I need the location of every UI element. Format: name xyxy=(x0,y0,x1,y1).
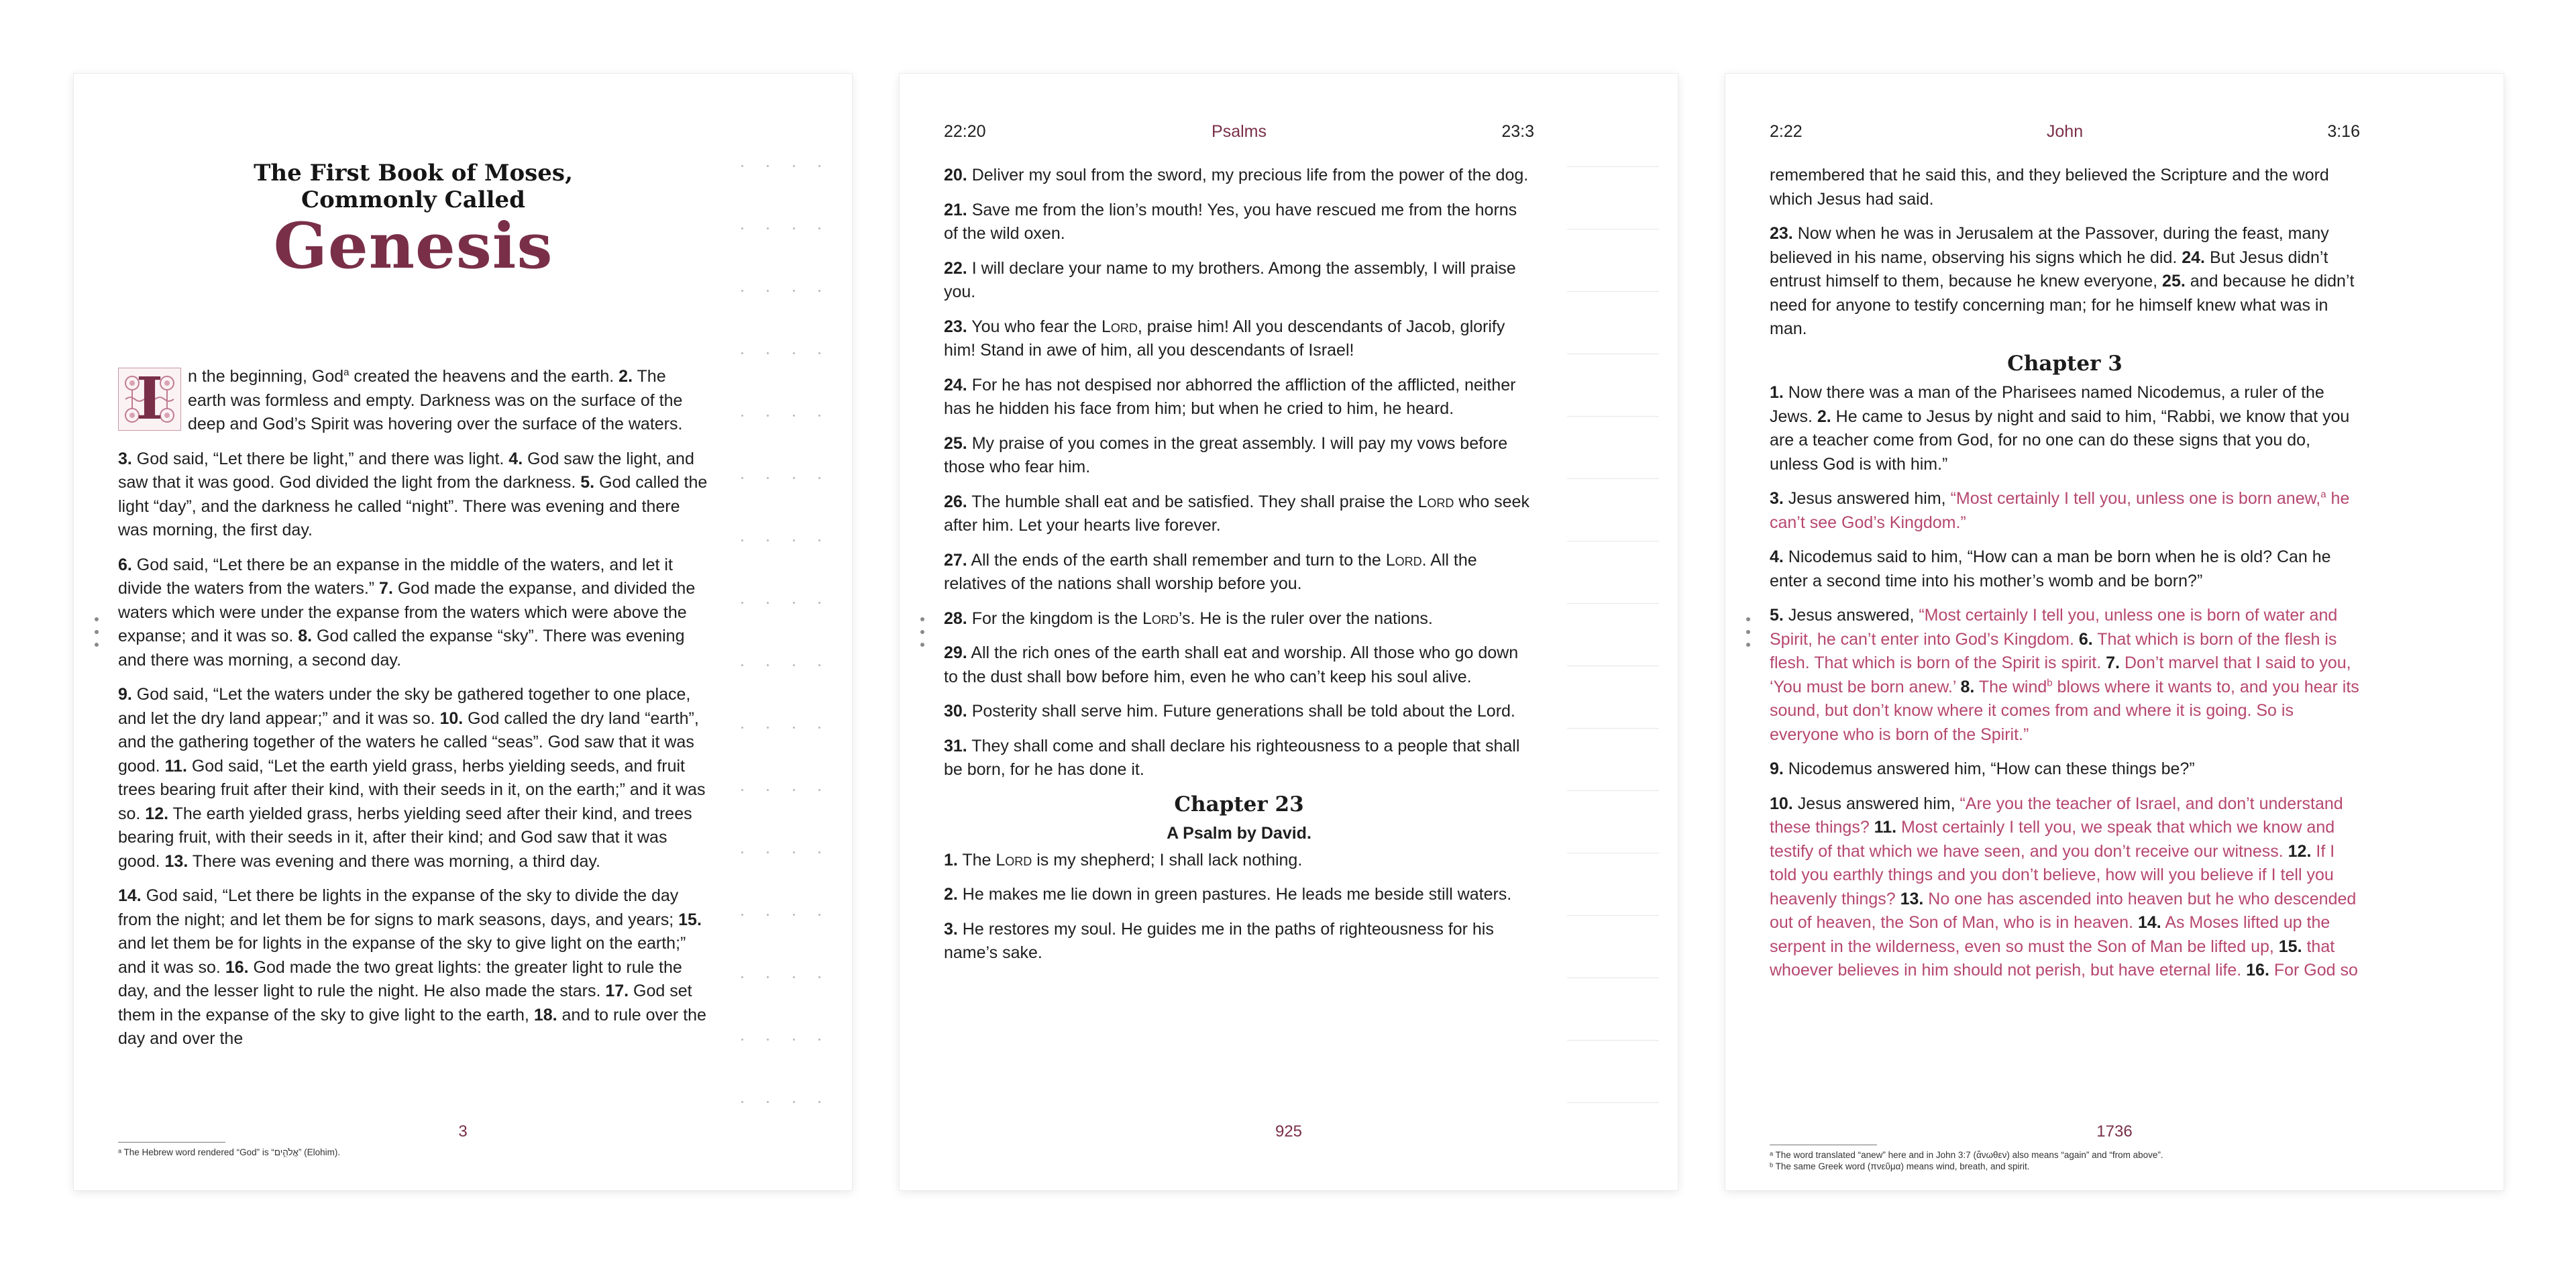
words-of-jesus: That which is born of the flesh is flesh. That which is born of the Spirit is spirit. xyxy=(1770,629,2337,672)
words-of-jesus: No one has ascended into heaven but he who descended out of heaven, the Son of Man, who is in heaven. xyxy=(1770,889,2357,932)
verse-paragraph xyxy=(1770,222,2360,341)
margin-dot xyxy=(741,1101,743,1103)
margin-dot xyxy=(767,352,769,354)
verse-text: God said, “Let there be an expanse in the middle of the waters, and let it divide the waters from the waters.” xyxy=(118,555,673,598)
verse-number: 24. xyxy=(2182,248,2205,267)
margin-dot xyxy=(767,664,769,666)
margin-dot xyxy=(818,539,820,541)
page-drag-handle[interactable] xyxy=(1746,617,1751,647)
verse-paragraph xyxy=(944,849,1534,873)
margin-dot xyxy=(818,352,820,354)
divine-name: Lord xyxy=(1385,550,1422,570)
verse-text: Jesus answered him, xyxy=(1792,794,1960,813)
words-of-jesus: that whoever believes in him should not perish, but have eternal life. xyxy=(1770,937,2335,980)
verse-text: who seek after him. Let your hearts live forever. xyxy=(944,492,1529,535)
footnote-marker[interactable]: b xyxy=(2047,677,2053,689)
words-of-jesus: For God so xyxy=(2269,961,2358,980)
verse-text: But Jesus didn’t entrust himself to them, because he knew everyone, xyxy=(1770,248,2328,291)
margin-dot xyxy=(767,789,769,791)
margin-dot xyxy=(818,914,820,916)
verse-paragraph xyxy=(944,490,1534,538)
verse-number: 30. xyxy=(944,702,967,721)
verse-text: They shall come and shall declare his righteousness to a people that shall be born, for he has done it. xyxy=(944,736,1520,779)
page-number: 3 xyxy=(458,1122,468,1141)
verse-number: 25. xyxy=(2162,272,2186,291)
footnotes xyxy=(1770,1145,2360,1172)
verse-text: God said, “Let the earth yield grass, herbs yielding seeds, and fruit trees bearing fruit after their kind, with their seeds in it, on the earth;” and it was so. xyxy=(118,756,706,823)
margin-dot xyxy=(818,727,820,729)
margin-dot xyxy=(741,914,743,916)
verse-text: God saw the light, and saw that it was good. God divided the light from the darkness. xyxy=(118,449,694,492)
margin-note-line xyxy=(1567,790,1659,791)
words-of-jesus: “Most certainly I tell you, unless one is born anew, xyxy=(1950,489,2321,508)
verse-paragraph xyxy=(1770,381,2360,476)
margin-dot xyxy=(741,290,743,292)
margin-note-line xyxy=(1567,1040,1659,1041)
margin-dot xyxy=(741,539,743,541)
margin-dot xyxy=(767,727,769,729)
verse-text: The earth yielded grass, herbs yielding seed after their kind, and trees bearing fruit, with their seeds in it, after their kind; and God saw that it was good. xyxy=(118,804,692,871)
verse-paragraph xyxy=(1770,164,2360,211)
margin-dot xyxy=(767,1039,769,1041)
verse-text: God made the expanse, and divided the waters which were under the expanse from the waters which were above the expanse; and it was so. xyxy=(118,579,696,645)
verse-text: . All the relatives of the nations shall worship before you. xyxy=(944,550,1477,593)
verse-number: 26. xyxy=(944,492,967,511)
book-title-line-1: The First Book of Moses, xyxy=(254,160,573,187)
verse-paragraph xyxy=(944,883,1534,907)
verse-text: Jesus answered him, xyxy=(1783,489,1951,508)
drop-cap-ornament xyxy=(118,365,181,433)
verse-paragraph xyxy=(944,700,1534,724)
margin-dot xyxy=(793,227,795,229)
verse-text: He restores my soul. He guides me in the paths of righteousness for his name’s sake. xyxy=(944,919,1494,962)
verse-text: and to rule over the day and over the xyxy=(118,1005,706,1048)
verse-text: God said, “Let there be lights in the expanse of the sky to divide the day from the night; and let them be for signs to mark seasons, days, and years; xyxy=(118,886,679,929)
margin-dot xyxy=(741,165,743,167)
header-end-reference: 3:16 xyxy=(2327,122,2360,141)
verse-number: 27. xyxy=(944,550,967,570)
verse-number: 23. xyxy=(1770,224,1793,243)
verse-paragraph xyxy=(944,641,1534,689)
divine-name: Lord xyxy=(1142,609,1179,628)
page-body-text xyxy=(944,164,1534,976)
verse-text: Now when he was in Jerusalem at the Passover, during the feast, many believed in his name, observing his signs which he did. xyxy=(1770,224,2329,267)
verse-number: 17. xyxy=(605,982,629,1000)
margin-dot xyxy=(741,851,743,853)
verse-paragraph xyxy=(944,315,1534,363)
verse-text: The earth was formless and empty. Darkness was on the surface of the deep and God’s Spirit was hovering over the surface of the waters. xyxy=(188,367,683,433)
verse-number: 12. xyxy=(145,804,169,823)
verse-paragraph xyxy=(944,918,1534,965)
header-book-name: Psalms xyxy=(1212,122,1267,141)
verse-text: God said, “Let the waters under the sky be gathered together to one place, and let the dry land appear;” and it was so. xyxy=(118,685,691,728)
chapter-heading: Chapter 3 xyxy=(2007,351,2123,376)
words-of-jesus: Don’t marvel that I said to you, ‘You must be born anew.’ xyxy=(1770,653,2351,696)
margin-note-line xyxy=(1567,1102,1659,1103)
verse-number: 2. xyxy=(944,885,958,904)
verse-text: All the rich ones of the earth shall eat and worship. All those who go down to the dust shall bow before him, even he who can’t keep his soul alive. xyxy=(944,643,1519,686)
margin-dot xyxy=(793,1039,795,1041)
margin-note-line xyxy=(1567,166,1659,167)
margin-dot xyxy=(741,1039,743,1041)
margin-note-lines xyxy=(1567,166,1659,1173)
verse-number: 8. xyxy=(1960,677,1975,696)
verse-text: Posterity shall serve him. Future generations shall be told about the Lord. xyxy=(967,702,1515,721)
verse-number: 5. xyxy=(580,473,595,492)
words-of-jesus: Most certainly I tell you, we speak that which we know and testify of that which we have seen, and you don’t receive our witness. xyxy=(1770,818,2335,861)
verse-text: n the beginning, God xyxy=(188,367,344,386)
verse-number: 16. xyxy=(2246,961,2269,980)
verse-number: 9. xyxy=(1770,759,1784,778)
verse-paragraph xyxy=(1770,792,2360,983)
verse-text: For he has not despised nor abhorred the affliction of the afflicted, neither has he hidden his face from him; but when he cried to him, he heard. xyxy=(944,375,1516,418)
verse-text: Nicodemus said to him, “How can a man be born when he is old? Can he enter a second time into his mother’s womb and be born?” xyxy=(1770,547,2331,590)
verse-text: Jesus answered, xyxy=(1783,606,1919,625)
margin-dot xyxy=(793,976,795,978)
margin-dot xyxy=(767,602,769,604)
verse-number: 4. xyxy=(1770,547,1784,566)
margin-dot xyxy=(793,352,795,354)
verse-number: 3. xyxy=(944,919,958,939)
page-body-text xyxy=(118,365,708,1062)
footnotes xyxy=(118,1142,708,1158)
verse-paragraph xyxy=(944,199,1534,246)
verse-number: 12. xyxy=(2288,841,2312,861)
words-of-jesus: “Are you the teacher of Israel, and don’t understand these things? xyxy=(1770,794,2343,837)
margin-dot xyxy=(767,976,769,978)
verse-paragraph xyxy=(944,735,1534,782)
margin-dot xyxy=(767,290,769,292)
verse-number: 31. xyxy=(944,736,967,755)
verse-text: ’s. He is the ruler over the nations. xyxy=(1178,609,1433,628)
verse-number: 2. xyxy=(1817,407,1831,426)
margin-note-line xyxy=(1567,291,1659,292)
verse-number: 28. xyxy=(944,609,967,628)
footnote-marker[interactable]: a xyxy=(343,366,350,378)
psalm-superscription: A Psalm by David. xyxy=(1167,824,1311,843)
verse-number: 14. xyxy=(2137,913,2161,932)
verse-number: 7. xyxy=(2106,653,2120,672)
verse-number: 11. xyxy=(1874,818,1897,837)
margin-dot xyxy=(818,851,820,853)
book-page-psalms xyxy=(900,74,1678,1190)
verse-paragraph xyxy=(944,607,1534,631)
margin-dot xyxy=(793,477,795,479)
margin-dot xyxy=(741,477,743,479)
verse-text: Now there was a man of the Pharisees named Nicodemus, a ruler of the Jews. xyxy=(1770,383,2324,426)
verse-number: 15. xyxy=(678,910,702,929)
verse-text: and because he didn’t need for anyone to testify concerning man; for he himself knew what was in man. xyxy=(1770,272,2355,338)
page-drag-handle[interactable] xyxy=(920,617,925,647)
book-title xyxy=(118,160,708,283)
verse-number: 9. xyxy=(118,685,132,704)
verse-number: 11. xyxy=(164,756,187,776)
verse-paragraph xyxy=(118,447,708,543)
words-of-jesus: he can’t see God’s Kingdom.” xyxy=(1770,489,2350,532)
verse-paragraph xyxy=(944,549,1534,596)
margin-note-dot-grid xyxy=(741,165,835,1131)
margin-note-line xyxy=(1567,603,1659,604)
verse-text: is my shepherd; I shall lack nothing. xyxy=(1032,850,1303,870)
margin-dot xyxy=(818,789,820,791)
margin-dot xyxy=(818,976,820,978)
margin-dot xyxy=(793,727,795,729)
margin-note-line xyxy=(1567,478,1659,479)
verse-number: 29. xyxy=(944,643,967,662)
margin-dot xyxy=(767,1101,769,1103)
margin-dot xyxy=(741,352,743,354)
verse-number: 15. xyxy=(2278,937,2302,956)
verse-number: 14. xyxy=(118,886,142,905)
words-of-jesus: As Moses lifted up the serpent in the wilderness, even so must the Son of Man be lifted up, xyxy=(1770,913,2330,956)
margin-dot xyxy=(793,290,795,292)
verse-text: God called the light “day”, and the darkness he called “night”. There was evening and there was morning, the first day. xyxy=(118,473,708,539)
verse-text: remembered that he said this, and they believed the Scripture and the word which Jesus had said. xyxy=(1770,166,2329,209)
page-number: 925 xyxy=(1275,1122,1303,1141)
footnote: ᵃ The word translated “anew” here and in John 3:7 (ἄνωθεν) also means “again” and “from above”. xyxy=(1770,1150,2163,1160)
verse-text: God made the two great lights: the greater light to rule the day, and the lesser light to rule the night. He also made the stars. xyxy=(118,957,682,1000)
verse-text: God said, “Let there be light,” and there was light. xyxy=(131,449,509,468)
margin-dot xyxy=(741,727,743,729)
verse-text: I will declare your name to my brothers. Among the assembly, I will praise you. xyxy=(944,258,1516,301)
margin-note-line xyxy=(1567,915,1659,916)
header-book-name: John xyxy=(2046,122,2084,141)
margin-dot xyxy=(818,415,820,417)
running-header xyxy=(944,122,1534,149)
verse-number: 21. xyxy=(944,200,967,219)
book-title-main: Genesis xyxy=(273,209,553,283)
verse-paragraph xyxy=(1770,487,2360,535)
book-page-genesis xyxy=(74,74,852,1190)
verse-text: There was evening and there was morning, a third day. xyxy=(188,851,600,871)
margin-note-line xyxy=(1567,416,1659,417)
margin-dot xyxy=(818,602,820,604)
verse-number: 2. xyxy=(619,367,633,386)
page-body-text xyxy=(1770,164,2360,994)
margin-dot xyxy=(767,851,769,853)
verse-number: 25. xyxy=(944,433,967,453)
page-drag-handle[interactable] xyxy=(94,617,99,647)
running-header xyxy=(1770,122,2360,149)
verse-paragraph xyxy=(118,683,708,874)
verse-text: Deliver my soul from the sword, my precious life from the power of the dog. xyxy=(967,166,1529,185)
verse-paragraph xyxy=(118,365,708,437)
words-of-jesus: “Most certainly I tell you, unless one is born of water and Spirit, he can’t enter into God’s Kingdom. xyxy=(1770,606,2338,649)
margin-dot xyxy=(767,477,769,479)
verse-paragraph xyxy=(944,257,1534,305)
book-page-john xyxy=(1725,74,2504,1190)
margin-dot xyxy=(767,539,769,541)
words-of-jesus: blows where it wants to, and you hear its sound, but don’t know where it comes from and where it is going. So is everyone who is born of the Spirit.” xyxy=(1770,677,2359,744)
margin-dot xyxy=(767,914,769,916)
verse-text: God called the dry land “earth”, and the gathering together of the waters he called “seas”. God saw that it was good. xyxy=(118,708,699,776)
verse-number: 10. xyxy=(439,708,464,728)
words-of-jesus: If I told you earthly things and you don’t believe, how will you believe if I tell you heavenly things? xyxy=(1770,841,2335,908)
verse-paragraph xyxy=(1770,604,2360,747)
verse-paragraph xyxy=(944,164,1534,188)
margin-dot xyxy=(793,539,795,541)
margin-dot xyxy=(767,415,769,417)
verse-number: 20. xyxy=(944,166,967,185)
drop-cap-letter: I xyxy=(136,365,164,433)
verse-number: 24. xyxy=(944,375,967,394)
margin-dot xyxy=(793,415,795,417)
margin-dot xyxy=(741,415,743,417)
margin-dot xyxy=(793,851,795,853)
verse-text: He makes me lie down in green pastures. He leads me beside still waters. xyxy=(957,885,1512,904)
verse-text: The xyxy=(957,850,996,870)
margin-dot xyxy=(818,1039,820,1041)
margin-dot xyxy=(793,914,795,916)
margin-dot xyxy=(818,227,820,229)
footnote-rule xyxy=(118,1142,225,1143)
header-end-reference: 23:3 xyxy=(1501,122,1534,141)
header-start-reference: 2:22 xyxy=(1770,122,1803,141)
verse-number: 4. xyxy=(508,449,523,468)
divine-name: Lord xyxy=(996,850,1032,870)
margin-dot xyxy=(818,664,820,666)
verse-text: He came to Jesus by night and said to him, “Rabbi, we know that you are a teacher come from God, for no one can do these signs that you do, unless God is with him.” xyxy=(1770,407,2350,474)
verse-number: 18. xyxy=(533,1005,557,1024)
chapter-heading: Chapter 23 xyxy=(1174,792,1304,817)
footnote: ᵃ The Hebrew word rendered “God” is “אֱלֹהִ֑ים” (Elohim). xyxy=(118,1147,341,1157)
margin-dot xyxy=(741,602,743,604)
margin-dot xyxy=(793,664,795,666)
verse-paragraph xyxy=(944,374,1534,421)
margin-note-line xyxy=(1567,728,1659,729)
verse-number: 3. xyxy=(1770,489,1784,508)
verse-text: My praise of you comes in the great assembly. I will pay my vows before those who fear him. xyxy=(944,433,1508,476)
verse-number: 13. xyxy=(164,851,189,871)
verse-number: 8. xyxy=(298,627,313,645)
margin-dot xyxy=(741,664,743,666)
verse-text: , praise him! All you descendants of Jacob, glorify him! Stand in awe of him, all you descendants of Israel! xyxy=(944,317,1505,360)
margin-dot xyxy=(767,165,769,167)
verse-text: God set them in the expanse of the sky to give light to the earth, xyxy=(118,982,692,1024)
verse-number: 6. xyxy=(118,555,132,574)
margin-dot xyxy=(767,227,769,229)
verse-number: 23. xyxy=(944,317,967,336)
verse-text: Nicodemus answered him, “How can these things be?” xyxy=(1783,759,2195,778)
words-of-jesus: The wind xyxy=(1974,677,2047,696)
verse-number: 6. xyxy=(2078,629,2093,649)
verse-text: God called the expanse “sky”. There was evening and there was morning, a second day. xyxy=(118,627,685,670)
margin-dot xyxy=(793,1101,795,1103)
margin-dot xyxy=(818,290,820,292)
verse-number: 5. xyxy=(1770,606,1784,625)
margin-dot xyxy=(818,165,820,167)
header-start-reference: 22:20 xyxy=(944,122,986,141)
verse-number: 3. xyxy=(118,449,132,468)
verse-number: 1. xyxy=(1770,383,1784,402)
verse-number: 22. xyxy=(944,258,967,278)
margin-dot xyxy=(818,477,820,479)
divine-name: Lord xyxy=(1101,317,1138,336)
verse-number: 10. xyxy=(1770,794,1793,813)
margin-dot xyxy=(793,165,795,167)
verse-text: For the kingdom is the xyxy=(967,609,1142,628)
verse-text: All the ends of the earth shall remember and turn to the xyxy=(967,550,1386,570)
verse-text: created the heavens and the earth. xyxy=(349,367,619,386)
footnote: ᵇ The same Greek word (πνεῦμα) means wind, breath, and spirit. xyxy=(1770,1161,2030,1171)
divine-name: Lord xyxy=(1417,492,1454,511)
verse-paragraph xyxy=(1770,545,2360,593)
verse-number: 16. xyxy=(225,957,249,977)
book-title-line-2: Commonly Called xyxy=(301,187,525,213)
verse-number: 13. xyxy=(1900,889,1924,908)
verse-number: 7. xyxy=(379,579,393,598)
margin-dot xyxy=(741,227,743,229)
footnote-marker[interactable]: a xyxy=(2320,488,2326,501)
verse-paragraph xyxy=(944,432,1534,480)
verse-text: and let them be for lights in the expanse of the sky to give light on the earth;” and it was so. xyxy=(118,934,686,977)
margin-dot xyxy=(818,1101,820,1103)
verse-number: 1. xyxy=(944,850,958,870)
margin-dot xyxy=(793,789,795,791)
verse-text: You who fear the xyxy=(967,317,1102,336)
verse-paragraph xyxy=(118,884,708,1051)
margin-dot xyxy=(741,976,743,978)
verse-paragraph xyxy=(118,554,708,673)
verse-paragraph xyxy=(1770,757,2360,782)
margin-dot xyxy=(741,789,743,791)
page-number: 1736 xyxy=(2096,1122,2133,1141)
verse-text: Save me from the lion’s mouth! Yes, you have rescued me from the horns of the wild oxen. xyxy=(944,200,1517,243)
margin-dot xyxy=(793,602,795,604)
verse-text: The humble shall eat and be satisfied. They shall praise the xyxy=(967,492,1418,511)
